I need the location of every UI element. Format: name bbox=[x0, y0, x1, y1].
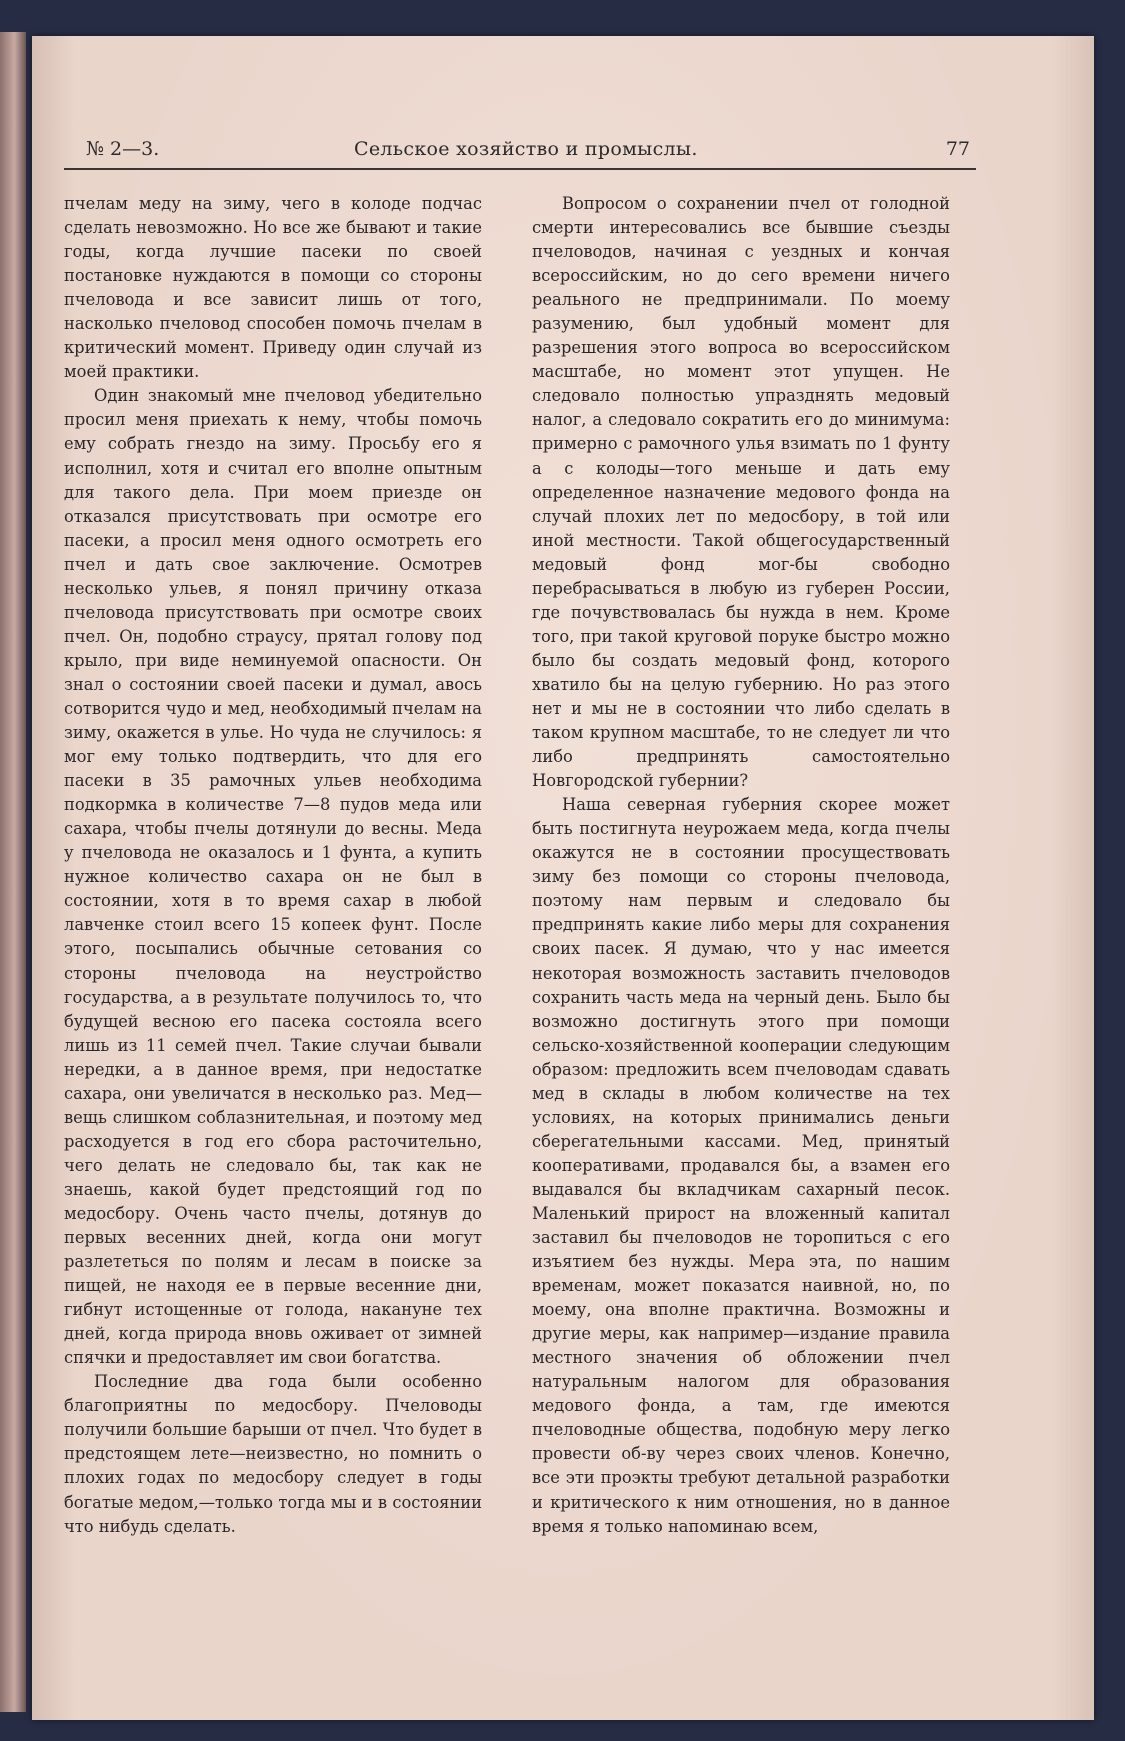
paragraph: Один знакомый мне пчеловод убедительно просил меня приехать к нему, чтобы помочь ему собрать гнездо на зиму. Просьбу его я исполнил, хотя и считал его вполне опытным для такого дела. При моем приезде он отказался присутствовать при осмотре его пасеки, а просил меня одного осмотреть его пчел и дать свое заключение. Осмотрев несколько ульев, я понял причину отказа пчеловода присутствовать при осмотре своих пчел. Он, подобно страусу, прятал голову под крыло, при виде неминуемой опасности. Он знал о состоянии своей пасеки и думал, авось сотворится чудо и мед, необходимый пчелам на зиму, окажется в улье. Но чуда не случилось: я мог ему только подтвердить, что для его пасеки в 35 рамочных ульев необходима подкормка в количестве 7—8 пудов меда или сахара, чтобы пчелы дотянули до весны. Меда у пчеловода не оказалось и 1 фунта, а купить нужное количество сахара он не был в состоянии, хотя в то время сахар в любой лавченке стоил всего 15 копеек фунт. После этого, посыпались обычные сетования со стороны пчеловода на неустройство государства, а в результате получилось то, что будущей весною его пасека состояла всего лишь из 11 семей пчел. Такие случаи бывали нередки, а в данное время, при недостатке сахара, они увеличатся в несколько раз. Мед—вещь слишком соблазнительная, и поэтому мед расходуется в год его сбора расточительно, чего делать не следовало бы, так как не знаешь, какой будет предстоящий год по медосбору. Очень часто пчелы, дотянув до первых весенних дней, когда они могут разлететься по полям и лесам в поиске за пищей, не находя ее в первые весенние дни, гибнут истощенные от голода, накануне тех дней, когда природа вновь оживает от зимней спячки и предоставляет им свои богатства. bbox=[64, 386, 482, 1368]
left-column bbox=[64, 192, 482, 1539]
header-rule bbox=[64, 168, 976, 170]
paragraph: Последние два года были особенно благоприятны по медосбору. Пчеловоды получили большие барыши от пчел. Что будет в предстоящем лете—неизвестно, но помнить о плохих годах по медосбору следует в годы богатые медом,—только тогда мы и в состоянии что нибудь сделать. bbox=[64, 1372, 482, 1536]
issue-number: № 2—3. bbox=[86, 138, 160, 160]
right-column bbox=[532, 192, 950, 1539]
journal-title: Сельское хозяйство и промыслы. bbox=[354, 138, 698, 160]
running-header bbox=[86, 138, 976, 168]
paragraph: пчелам меду на зиму, чего в колоде подчас сделать невозможно. Но все же бывают и такие годы, когда лучшие пасеки по своей постановке нуждаются в помощи со стороны пчеловода и все зависит лишь от того, насколько пчеловод способен помочь пчелам в критический момент. Приведу один случай из моей практики. bbox=[64, 194, 482, 382]
page-number: 77 bbox=[945, 138, 970, 160]
left-page-edge bbox=[0, 32, 26, 1712]
paragraph: Вопросом о сохранении пчел от голодной смерти интересовались все бывшие съезды пчеловодов, начиная с уездных и кончая всероссийским, но до сего времени ничего реального не предпринимали. По моему разумению, был удобный момент для разрешения этого вопроса во всероссийском масштабе, но момент этот упущен. Не следовало полностью упразднять медовый налог, а следовало сократить его до минимума: примерно с рамочного улья взимать по 1 фунту а с колоды—того меньше и дать ему определенное назначение медового фонда на случай плохих лет по медосбору, в той или иной местности. Такой общегосударственный медовый фонд мог-бы свободно перебрасываться в любую из губерен России, где почувствовалась бы нужда в нем. Кроме того, при такой круговой поруке быстро можно было бы создать медовый фонд, которого хватило бы на целую губернию. Но раз этого нет и мы не в состоянии что либо сделать в таком крупном масштабе, то не следует ли что либо предпринять самостоятельно Новгородской губернии? bbox=[532, 194, 950, 791]
paragraph: Наша северная губерния скорее может быть постигнута неурожаем меда, когда пчелы окажутся не в состоянии просуществовать зиму без помощи со стороны пчеловода, поэтому нам первым и следовало бы предпринять какие либо меры для сохранения своих пасек. Я думаю, что у нас имеется некоторая возможность заставить пчеловодов сохранить часть меда на черный день. Было бы возможно достигнуть этого при помощи сельско-хозяйственной кооперации следующим образом: предложить всем пчеловодам сдавать мед в склады в любом количестве на тех условиях, на которых принимались деньги сберегательными кассами. Мед, принятый кооперативами, продавался бы, а взамен его выдавался бы вкладчикам сахарный песок. Маленький прирост на вложенный капитал заставил бы пчеловодов не торопиться с его изъятием без нужды. Мера эта, по нашим временам, может показатся наивной, но, по моему, она вполне практична. Возможны и другие меры, как например—издание правила местного значения об обложении пчел натуральным налогом для образования медового фонда, а там, где имеются пчеловодные общества, подобную меру легко провести об-ву через своих членов. Конечно, все эти проэкты требуют детальной разработки и критического к ним отношения, но в данное время я только напоминаю всем, bbox=[532, 795, 950, 1536]
